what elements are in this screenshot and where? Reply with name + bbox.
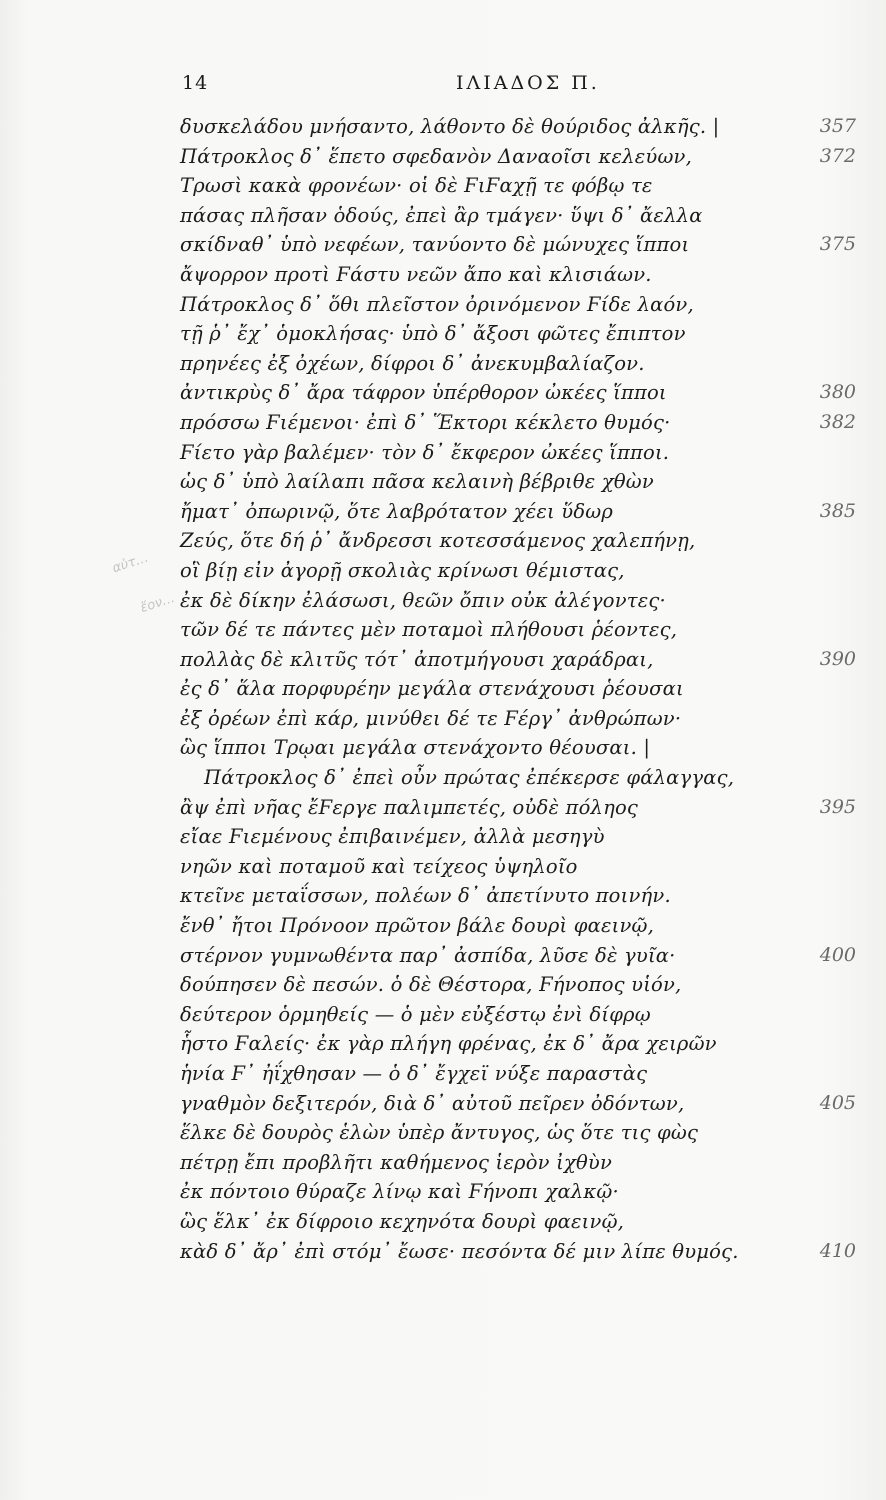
verse-line (0, 793, 886, 823)
verse-line (0, 1089, 886, 1119)
margin-pencil-note: αὐτ… (110, 550, 151, 577)
verse-number: 410 (819, 1239, 856, 1262)
verse-text: ὣς ἕλκ᾽ ἐκ δίφροιο κεχηνότα δουρὶ φαεινῷ, (180, 1209, 625, 1233)
verse-text: ἐς δ᾽ ἅλα πορφυρέην μεγάλα στενάχουσι ῥέουσαι (180, 677, 684, 701)
verse-text: τῶν δέ τε πάντες μὲν ποταμοὶ πλήθουσι ῥέοντες, (180, 618, 678, 642)
verse-line (0, 704, 886, 734)
verse-line (0, 645, 886, 675)
verse-block (0, 112, 886, 1266)
verse-text: πάσας πλῆσαν ὁδούς, ἐπεὶ ἂρ τμάγεν· ὕψι δ᾽ ἄελλα (180, 203, 703, 227)
verse-text: κὰδ δ᾽ ἄρ᾽ ἐπὶ στόμ᾽ ἔωσε· πεσόντα δέ μιν λίπε θυμός. (180, 1239, 739, 1263)
verse-text: ἂψ ἐπὶ νῆας ἔϜεργε παλιμπετές, οὐδὲ πόληος (180, 795, 639, 819)
verse-text: Ζεύς, ὅτε δή ῥ᾽ ἄνδρεσσι κοτεσσάμενος χαλεπήνῃ, (180, 529, 696, 553)
verse-text: ἤματ᾽ ὀπωρινῷ, ὅτε λαβρότατον χέει ὕδωρ (180, 499, 614, 523)
verse-text: ἔνθ᾽ ἤτοι Πρόνοον πρῶτον βάλε δουρὶ φαεινῷ, (180, 914, 655, 938)
verse-number: 372 (819, 144, 856, 167)
verse-line (0, 142, 886, 172)
verse-line (0, 467, 886, 497)
verse-line (0, 1148, 886, 1178)
verse-line (0, 438, 886, 468)
page-number: 14 (182, 72, 209, 94)
verse-number: 390 (819, 647, 856, 670)
verse-text: Τρωσὶ κακὰ φρονέων· οἱ δὲ ϜιϜαχῇ τε φόβῳ τε (180, 174, 653, 198)
verse-line (0, 1118, 886, 1148)
verse-text: ἀντικρὺς δ᾽ ἄρα τάφρον ὑπέρθορον ὠκέες ἵπποι (180, 381, 667, 405)
verse-text: εἴαε Ϝιεμένους ἐπιβαινέμεν, ἀλλὰ μεσηγὺ (180, 825, 605, 849)
verse-line (0, 1207, 886, 1237)
verse-line (0, 1029, 886, 1059)
verse-text: ἐκ δὲ δίκην ἐλάσωσι, θεῶν ὄπιν οὐκ ἀλέγοντες· (180, 588, 666, 612)
verse-text: πολλὰς δὲ κλιτῦς τότ᾽ ἀποτμήγουσι χαράδραι, (180, 647, 654, 671)
verse-line (0, 852, 886, 882)
running-title: ΙΛΙΑΔΟΣ Π. (456, 72, 600, 94)
verse-text: ὣς ἵπποι Τρῳαι μεγάλα στενάχοντο θέουσαι. | (180, 736, 651, 760)
verse-line (0, 615, 886, 645)
verse-text: γναθμὸν δεξιτερόν, διὰ δ᾽ αὐτοῦ πεῖρεν ὀδόντων, (180, 1091, 685, 1115)
verse-line (0, 556, 886, 586)
verse-text: νηῶν καὶ ποταμοῦ καὶ τείχεος ὑψηλοῖο (180, 854, 578, 878)
verse-line (0, 674, 886, 704)
verse-number: 405 (819, 1091, 856, 1114)
verse-text: τῇ ῥ᾽ ἔχ᾽ ὁμοκλήσας· ὑπὸ δ᾽ ἄξοσι φῶτες ἔπιπτον (180, 322, 686, 346)
verse-line (0, 911, 886, 941)
verse-line (0, 881, 886, 911)
verse-text: ἐκ πόντοιο θύραζε λίνῳ καὶ Ϝήνοπι χαλκῷ· (180, 1180, 619, 1204)
verse-text: ἄψορρον προτὶ Ϝάστυ νεῶν ἄπο καὶ κλισιάων. (180, 262, 652, 286)
margin-pencil-note: ἔον… (138, 590, 177, 617)
verse-line (0, 290, 886, 320)
verse-line (0, 319, 886, 349)
verse-text: Πάτροκλος δ᾽ ἕπετο σφεδανὸν Δαναοῖσι κελεύων, (180, 144, 693, 168)
verse-line (0, 1000, 886, 1030)
verse-number: 382 (819, 410, 856, 433)
verse-number: 395 (819, 795, 856, 818)
verse-text: ἡνία Ϝ᾽ ἠΐχθησαν — ὁ δ᾽ ἔγχεϊ νύξε παραστὰς (180, 1062, 648, 1085)
verse-text: πρηνέες ἐξ ὀχέων, δίφροι δ᾽ ἀνεκυμβαλίαζον. (180, 351, 645, 375)
verse-line (0, 112, 886, 142)
verse-text: δεύτερον ὁρμηθείς — ὁ μὲν εὐξέστῳ ἐνὶ δίφρῳ (180, 1002, 651, 1026)
verse-line (0, 201, 886, 231)
verse-line (0, 349, 886, 379)
verse-text: δυσκελάδου μνήσαντο, λάθοντο δὲ θούριδος ἀλκῆς. | (180, 115, 720, 138)
verse-number: 385 (819, 499, 856, 522)
verse-line (0, 1059, 886, 1089)
verse-line (0, 497, 886, 527)
page-header (0, 72, 886, 102)
verse-text: στέρνον γυμνωθέντα παρ᾽ ἀσπίδα, λῦσε δὲ γυῖα· (180, 943, 676, 967)
verse-line (0, 230, 886, 260)
verse-text: πέτρῃ ἔπι προβλῆτι καθήμενος ἱερὸν ἰχθὺν (180, 1150, 613, 1174)
verse-line (0, 171, 886, 201)
verse-text: Πάτροκλος δ᾽ ἐπεὶ οὖν πρώτας ἐπέκερσε φάλαγγας, (204, 766, 735, 790)
verse-number: 375 (819, 233, 856, 256)
verse-text: οἳ βίῃ εἰν ἀγορῇ σκολιὰς κρίνωσι θέμιστας, (180, 558, 625, 582)
verse-text: ἕλκε δὲ δουρὸς ἑλὼν ὑπὲρ ἄντυγος, ὡς ὅτε τις φὼς (180, 1121, 699, 1145)
verse-text: ὡς δ᾽ ὑπὸ λαίλαπι πᾶσα κελαινὴ βέβριθε χθὼν (180, 470, 654, 494)
verse-line (0, 586, 886, 616)
verse-text: σκίδναθ᾽ ὑπὸ νεφέων, τανύοντο δὲ μώνυχες ἵπποι (180, 233, 690, 257)
verse-number: 380 (819, 381, 856, 404)
verse-line (0, 260, 886, 290)
verse-line (0, 941, 886, 971)
verse-line (0, 408, 886, 438)
verse-line (0, 822, 886, 852)
verse-text: ἐξ ὀρέων ἐπὶ κάρ, μινύθει δέ τε Ϝέργ᾽ ἀνθρώπων· (180, 706, 682, 730)
verse-number: 400 (819, 943, 856, 966)
verse-line (0, 1177, 886, 1207)
verse-number: 357 (819, 115, 856, 137)
verse-text: Ϝίετο γὰρ βαλέμεν· τὸν δ᾽ ἔκφερον ὠκέες ἵπποι. (180, 440, 670, 464)
verse-line (0, 1237, 886, 1267)
verse-text: δούπησεν δὲ πεσών. ὁ δὲ Θέστορα, Ϝήνοπος υἱόν, (180, 973, 682, 997)
verse-line (0, 733, 886, 763)
verse-text: ἧστο Ϝαλείς· ἐκ γὰρ πλήγη φρένας, ἐκ δ᾽ ἄρα χειρῶν (180, 1032, 717, 1056)
verse-line (0, 526, 886, 556)
verse-line (0, 970, 886, 1000)
verse-text: Πάτροκλος δ᾽ ὅθι πλεῖστον ὀρινόμενον Ϝίδε λαόν, (180, 292, 694, 316)
verse-text: κτεῖνε μεταΐσσων, πολέων δ᾽ ἀπετίνυτο ποινήν. (180, 884, 671, 908)
verse-text: πρόσσω Ϝιέμενοι· ἐπὶ δ᾽ Ἕκτορι κέκλετο θυμός· (180, 410, 671, 434)
verse-line (0, 378, 886, 408)
verse-line (0, 763, 886, 793)
